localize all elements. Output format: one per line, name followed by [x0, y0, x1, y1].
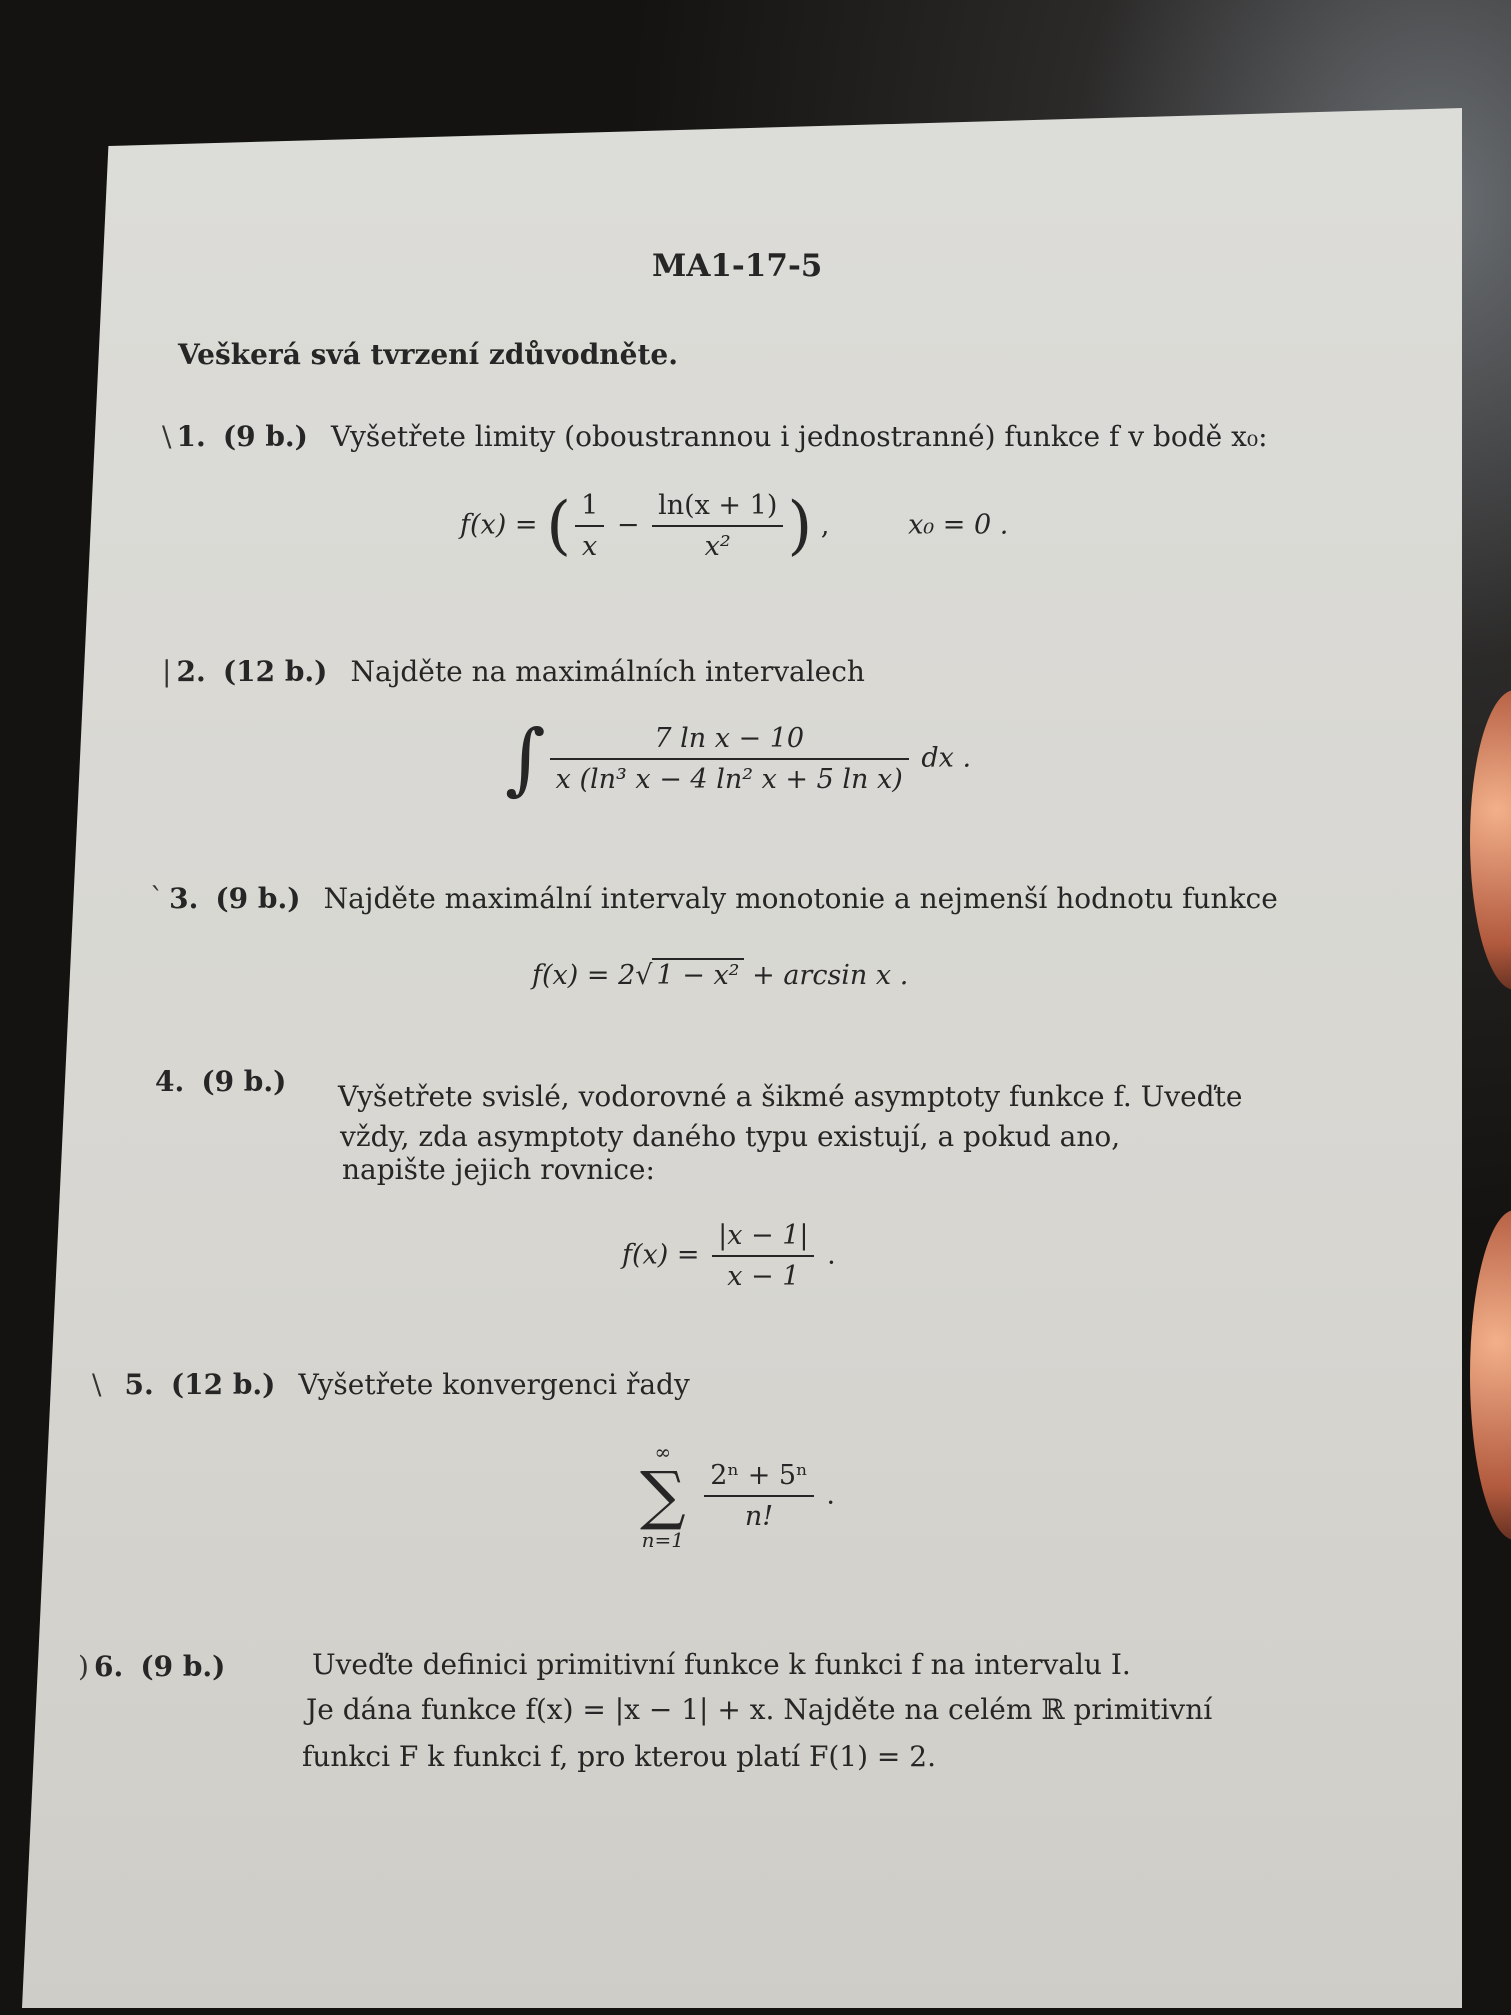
problem-text: Najděte maximální intervaly monotonie a nejmenší hodnotu funkce: [323, 882, 1278, 915]
fraction-den: x − 1: [727, 1261, 800, 1292]
exam-code: MA1-17-5: [652, 248, 823, 284]
problem-3: [150, 882, 1278, 915]
problem-number: 5.: [124, 1368, 154, 1401]
period: .: [827, 1239, 836, 1271]
grading-mark: ): [78, 1650, 89, 1683]
problem-number: 1.: [176, 420, 206, 453]
grading-mark: \: [162, 420, 172, 453]
fraction: [550, 723, 909, 795]
fraction-num: ln(x + 1): [652, 490, 783, 527]
problem-points: (12 b.): [222, 655, 328, 688]
comma: ,: [820, 509, 830, 541]
problem-6: [78, 1650, 225, 1683]
integral-sign: ∫: [505, 714, 546, 804]
fraction: [712, 1220, 814, 1292]
formula-2: [505, 714, 972, 804]
formula-tail: + arcsin x .: [752, 960, 909, 991]
minus-sign: −: [616, 509, 640, 541]
sum-upper-limit: ∞: [654, 1440, 672, 1464]
fraction-num: 7 ln x − 10: [550, 723, 909, 760]
problem-5: [92, 1368, 690, 1401]
problem-text-line-1: Uveďte definici primitivní funkce k funkci f na intervalu I.: [312, 1648, 1131, 1681]
problem-points: (9 b.): [222, 420, 308, 453]
formula-lhs: f(x) = 2: [532, 960, 636, 991]
fraction-den: n!: [744, 1501, 774, 1532]
fraction-den: x (ln³ x − 4 ln² x + 5 ln x): [555, 764, 903, 795]
fraction-num: 1: [575, 490, 604, 527]
problem-text-line-3: funkci F k funkci f, pro kterou platí F(1) = 2.: [302, 1740, 937, 1773]
problem-text: Vyšetřete konvergenci řady: [298, 1368, 690, 1401]
fraction-num: 2ⁿ + 5ⁿ: [704, 1460, 814, 1497]
problem-text-line-2: Je dána funkce f(x) = |x − 1| + x. Najděte na celém ℝ primitivní: [306, 1693, 1213, 1726]
x0-condition: x₀ = 0 .: [908, 509, 1009, 541]
grading-mark: \: [92, 1368, 102, 1401]
problem-number: 6.: [94, 1650, 124, 1683]
period: .: [826, 1479, 835, 1511]
sigma-icon: ∑: [640, 1459, 686, 1533]
problem-text: Vyšetřete limity (oboustrannou i jednostranné) funkce f v bodě x₀:: [331, 420, 1268, 453]
grading-mark: |: [162, 655, 172, 688]
problem-4: [155, 1065, 286, 1098]
fraction-den: x: [582, 531, 598, 562]
formula-3: [532, 960, 908, 991]
problem-text-line-3: napište jejich rovnice:: [342, 1153, 655, 1186]
fraction-num: |x − 1|: [712, 1220, 814, 1257]
formula-1: [460, 490, 1008, 562]
problem-text-line-2: vždy, zda asymptoty daného typu existují, a pokud ano,: [340, 1120, 1121, 1153]
summation: [640, 1440, 686, 1552]
problem-number: 3.: [169, 882, 199, 915]
problem-2: [162, 655, 865, 688]
problem-number: 4.: [155, 1065, 185, 1098]
problem-points: (9 b.): [215, 882, 301, 915]
problem-number: 2.: [176, 655, 206, 688]
differential: dx .: [921, 742, 972, 774]
problem-1: [162, 420, 1268, 453]
problem-points: (9 b.): [201, 1065, 287, 1098]
problem-text-line-1: Vyšetřete svislé, vodorovné a šikmé asymptoty funkce f. Uveďte: [338, 1080, 1243, 1113]
fraction-den: x²: [704, 531, 731, 562]
formula-4: [622, 1220, 836, 1292]
sqrt-sign: √: [635, 960, 653, 991]
formula-lhs: f(x) =: [622, 1239, 700, 1271]
problem-text: Najděte na maximálních intervalech: [350, 655, 865, 688]
radicand: 1 − x²: [652, 958, 743, 991]
paren-open: (: [546, 489, 572, 563]
fraction-2: [652, 490, 783, 562]
sum-lower-limit: n=1: [641, 1528, 685, 1552]
problem-points: (12 b.): [170, 1368, 276, 1401]
formula-lhs: f(x) =: [460, 509, 538, 541]
paren-close: ): [787, 489, 813, 563]
formula-5: [640, 1440, 835, 1552]
grading-mark: `: [150, 882, 164, 915]
problem-points: (9 b.): [140, 1650, 226, 1683]
fraction: [704, 1460, 814, 1532]
fraction-1: [575, 490, 604, 562]
instructions: Veškerá svá tvrzení zdůvodněte.: [178, 338, 678, 371]
